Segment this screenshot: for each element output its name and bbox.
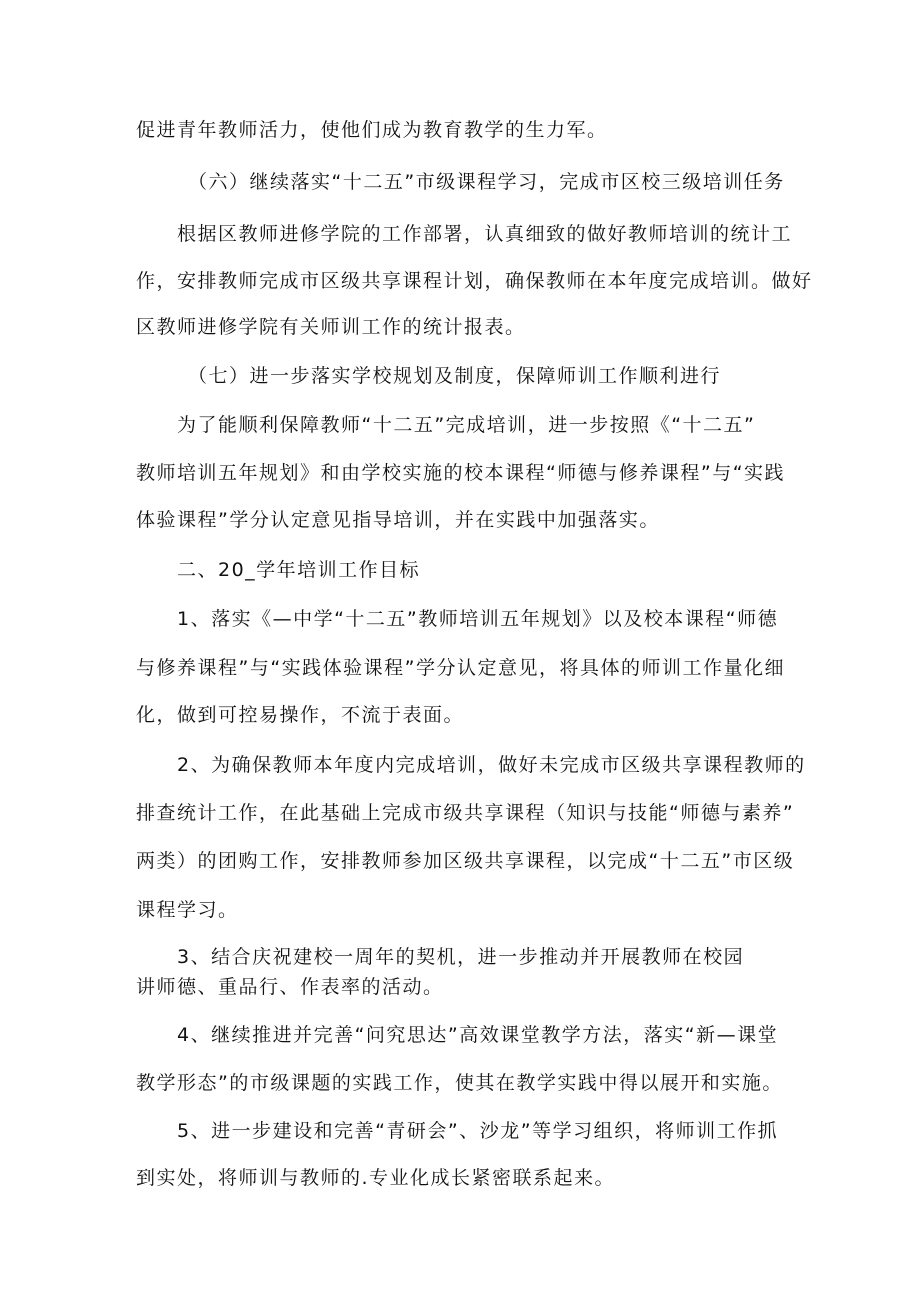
goal-item-line: 1、落实《—中学“十二五”教师培训五年规划》以及校本课程“师德 (177, 608, 779, 630)
paragraph-line: 根据区教师进修学院的工作部署，认真细致的做好教师培训的统计工 (177, 223, 793, 245)
goal-item-line: 排查统计工作，在此基础上完成市级共享课程（知识与技能“师德与素养” (136, 802, 795, 824)
goal-item-line: 化，做到可控易操作，不流于表面。 (136, 704, 465, 726)
paragraph-line: 促进青年教师活力，使他们成为教育教学的生力军。 (136, 119, 608, 141)
goal-item-line: 讲师德、重品行、作表率的活动。 (136, 976, 444, 998)
goal-item-line: 5、进一步建设和完善“青研会”、沙龙”等学习组织，将师训工作抓 (177, 1120, 779, 1142)
section-heading-seven: （七）进一步落实学校规划及制度，保障师训工作顺利进行 (188, 365, 722, 387)
goal-item-line: 两类）的团购工作，安排教师参加区级共享课程，以完成“十二五”市区级 (136, 850, 795, 872)
paragraph-line: 教师培训五年规划》和由学校实施的校本课程“师德与修养课程”与“实践 (136, 462, 786, 484)
goal-item-line: 3、结合庆祝建校一周年的契机，进一步推动并开展教师在校园 (177, 946, 745, 968)
goal-item-line: 与修养课程”与“实践体验课程”学分认定意见，将具体的师训工作量化细 (136, 657, 786, 679)
section-heading-six: （六）继续落实“十二五”市级课程学习，完成市区校三级培训任务 (188, 171, 785, 193)
section-heading-two: 二、20_学年培训工作目标 (177, 559, 421, 581)
goal-item-line: 4、继续推进并完善“问究思达”高效课堂教学方法，落实“新—课堂 (177, 1024, 779, 1046)
paragraph-line: 作，安排教师完成市区级共享课程计划，确保教师在本年度完成培训。做好 (136, 270, 813, 292)
paragraph-line: 为了能顺利保障教师“十二五”完成培训，进一步按照《“十二五” (177, 414, 756, 436)
paragraph-line: 区教师进修学院有关师训工作的统计报表。 (136, 316, 526, 338)
paragraph-line: 体验课程”学分认定意见指导培训，并在实践中加强落实。 (136, 509, 660, 531)
goal-item-line: 教学形态”的市级课题的实践工作，使其在教学实践中得以展开和实施。 (136, 1072, 783, 1094)
goal-item-line: 2、为确保教师本年度内完成培训，做好未完成市区级共享课程教师的 (177, 754, 806, 776)
goal-item-line: 到实处，将师训与教师的.专业化成长紧密联系起来。 (136, 1167, 616, 1189)
goal-item-line: 课程学习。 (136, 899, 239, 921)
